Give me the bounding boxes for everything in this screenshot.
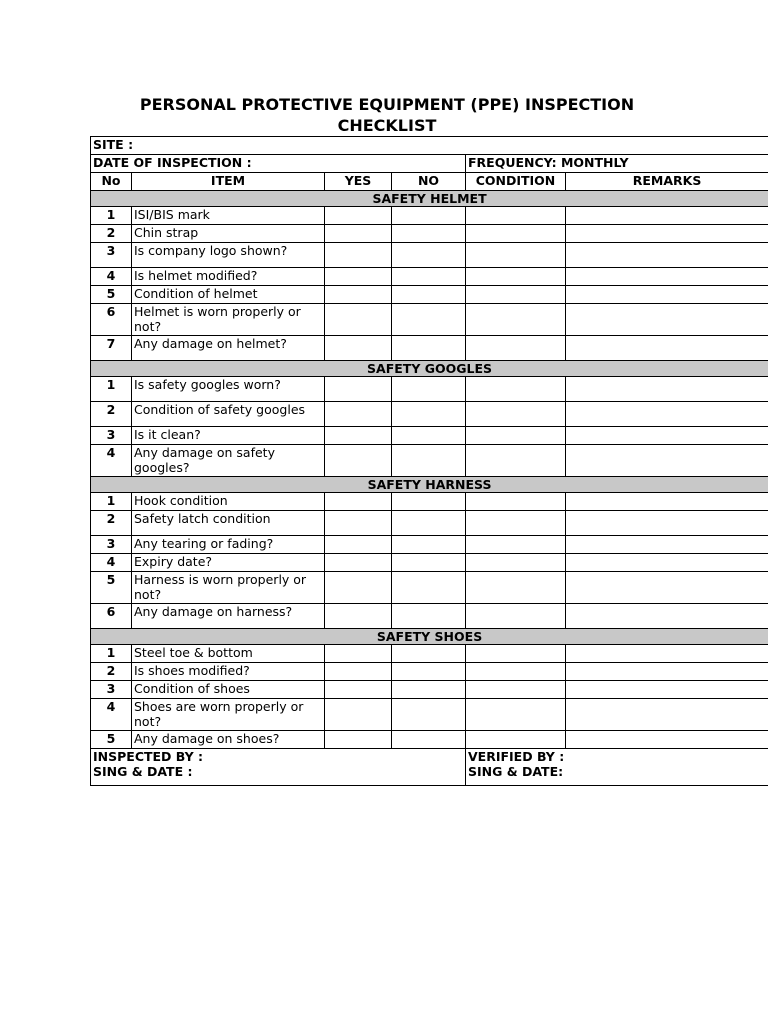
no-cell[interactable]: [392, 699, 466, 731]
item-description: Any damage on helmet?: [132, 336, 325, 361]
column-header-condition: CONDITION: [466, 173, 566, 191]
column-header-no-answer: NO: [392, 173, 466, 191]
checklist-row: [91, 699, 768, 731]
condition-cell[interactable]: [466, 681, 566, 699]
item-number: 5: [91, 731, 132, 749]
condition-cell[interactable]: [466, 536, 566, 554]
condition-cell[interactable]: [466, 572, 566, 604]
item-number: 2: [91, 511, 132, 536]
no-cell[interactable]: [392, 336, 466, 361]
no-cell[interactable]: [392, 427, 466, 445]
item-number: 1: [91, 377, 132, 402]
item-description: Harness is worn properly or not?: [132, 572, 325, 604]
yes-cell[interactable]: [325, 207, 392, 225]
yes-cell[interactable]: [325, 731, 392, 749]
remarks-cell[interactable]: [566, 402, 768, 427]
no-cell[interactable]: [392, 536, 466, 554]
yes-cell[interactable]: [325, 243, 392, 268]
item-number: 2: [91, 663, 132, 681]
item-number: 3: [91, 243, 132, 268]
column-header-row: [91, 173, 768, 191]
remarks-cell[interactable]: [566, 336, 768, 361]
item-number: 7: [91, 336, 132, 361]
item-number: 5: [91, 286, 132, 304]
yes-cell[interactable]: [325, 699, 392, 731]
checklist-row: [91, 225, 768, 243]
yes-cell[interactable]: [325, 572, 392, 604]
item-description: Shoes are worn properly or not?: [132, 699, 325, 731]
remarks-cell[interactable]: [566, 243, 768, 268]
no-cell[interactable]: [392, 225, 466, 243]
condition-cell[interactable]: [466, 663, 566, 681]
section-title: SAFETY GOOGLES: [91, 361, 768, 377]
no-cell[interactable]: [392, 731, 466, 749]
yes-cell[interactable]: [325, 225, 392, 243]
condition-cell[interactable]: [466, 493, 566, 511]
yes-cell[interactable]: [325, 645, 392, 663]
checklist-row: [91, 511, 768, 536]
item-description: Condition of shoes: [132, 681, 325, 699]
remarks-cell[interactable]: [566, 268, 768, 286]
signature-row: [91, 749, 768, 786]
column-header-item: ITEM: [132, 173, 325, 191]
condition-cell[interactable]: [466, 225, 566, 243]
item-number: 1: [91, 207, 132, 225]
condition-cell[interactable]: [466, 402, 566, 427]
item-description: Is helmet modified?: [132, 268, 325, 286]
remarks-cell[interactable]: [566, 536, 768, 554]
condition-cell[interactable]: [466, 645, 566, 663]
item-description: Is it clean?: [132, 427, 325, 445]
remarks-cell[interactable]: [566, 511, 768, 536]
item-description: Safety latch condition: [132, 511, 325, 536]
verified-by-label: VERIFIED BY :: [468, 749, 565, 764]
checklist-row: [91, 336, 768, 361]
item-description: Chin strap: [132, 225, 325, 243]
frequency-field: FREQUENCY: MONTHLY: [466, 155, 768, 173]
no-cell[interactable]: [392, 243, 466, 268]
remarks-cell[interactable]: [566, 207, 768, 225]
sign-date-right-label: SING & DATE:: [468, 764, 564, 779]
item-description: Helmet is worn properly or not?: [132, 304, 325, 336]
item-number: 2: [91, 225, 132, 243]
column-header-remarks: REMARKS: [566, 173, 768, 191]
yes-cell[interactable]: [325, 427, 392, 445]
checklist-row: [91, 243, 768, 268]
yes-cell[interactable]: [325, 445, 392, 477]
no-cell[interactable]: [392, 511, 466, 536]
item-number: 2: [91, 402, 132, 427]
section-title: SAFETY HELMET: [91, 191, 768, 207]
checklist-row: [91, 604, 768, 629]
yes-cell[interactable]: [325, 268, 392, 286]
item-number: 4: [91, 554, 132, 572]
yes-cell[interactable]: [325, 286, 392, 304]
remarks-cell[interactable]: [566, 572, 768, 604]
item-description: Condition of helmet: [132, 286, 325, 304]
item-description: Is shoes modified?: [132, 663, 325, 681]
item-description: Any damage on harness?: [132, 604, 325, 629]
item-number: 3: [91, 536, 132, 554]
checklist-row: [91, 427, 768, 445]
date-of-inspection-field[interactable]: DATE OF INSPECTION :: [91, 155, 466, 173]
item-description: Any damage on shoes?: [132, 731, 325, 749]
condition-cell[interactable]: [466, 304, 566, 336]
condition-cell[interactable]: [466, 699, 566, 731]
item-description: Condition of safety googles: [132, 402, 325, 427]
condition-cell[interactable]: [466, 207, 566, 225]
item-number: 4: [91, 268, 132, 286]
yes-cell[interactable]: [325, 402, 392, 427]
no-cell[interactable]: [392, 681, 466, 699]
remarks-cell[interactable]: [566, 493, 768, 511]
no-cell[interactable]: [392, 207, 466, 225]
item-description: Expiry date?: [132, 554, 325, 572]
no-cell[interactable]: [392, 268, 466, 286]
yes-cell[interactable]: [325, 377, 392, 402]
no-cell[interactable]: [392, 493, 466, 511]
remarks-cell[interactable]: [566, 645, 768, 663]
item-number: 6: [91, 604, 132, 629]
item-number: 3: [91, 681, 132, 699]
no-cell[interactable]: [392, 286, 466, 304]
condition-cell[interactable]: [466, 604, 566, 629]
remarks-cell[interactable]: [566, 731, 768, 749]
section-header: [91, 191, 768, 207]
checklist-table: [90, 136, 768, 786]
condition-cell[interactable]: [466, 336, 566, 361]
item-description: Hook condition: [132, 493, 325, 511]
condition-cell[interactable]: [466, 427, 566, 445]
checklist-row: [91, 304, 768, 336]
remarks-cell[interactable]: [566, 225, 768, 243]
checklist-row: [91, 572, 768, 604]
checklist-row: [91, 645, 768, 663]
checklist-row: [91, 493, 768, 511]
no-cell[interactable]: [392, 645, 466, 663]
no-cell[interactable]: [392, 604, 466, 629]
condition-cell[interactable]: [466, 445, 566, 477]
item-number: 6: [91, 304, 132, 336]
remarks-cell[interactable]: [566, 604, 768, 629]
condition-cell[interactable]: [466, 731, 566, 749]
checklist-row: [91, 268, 768, 286]
condition-cell[interactable]: [466, 268, 566, 286]
inspected-by-block[interactable]: [91, 749, 466, 786]
item-number: 1: [91, 493, 132, 511]
remarks-cell[interactable]: [566, 377, 768, 402]
item-number: 4: [91, 445, 132, 477]
section-header: [91, 629, 768, 645]
condition-cell[interactable]: [466, 286, 566, 304]
yes-cell[interactable]: [325, 336, 392, 361]
remarks-cell[interactable]: [566, 554, 768, 572]
section-title: SAFETY HARNESS: [91, 477, 768, 493]
section-header: [91, 361, 768, 377]
section-header: [91, 477, 768, 493]
item-description: Steel toe & bottom: [132, 645, 325, 663]
yes-cell[interactable]: [325, 304, 392, 336]
condition-cell[interactable]: [466, 511, 566, 536]
remarks-cell[interactable]: [566, 663, 768, 681]
no-cell[interactable]: [392, 445, 466, 477]
condition-cell[interactable]: [466, 243, 566, 268]
checklist-row: [91, 286, 768, 304]
site-field[interactable]: SITE :: [91, 137, 768, 155]
checklist-row: [91, 731, 768, 749]
column-header-no: No: [91, 173, 132, 191]
date-frequency-row: [91, 155, 768, 173]
yes-cell[interactable]: [325, 536, 392, 554]
condition-cell[interactable]: [466, 377, 566, 402]
document-title: PERSONAL PROTECTIVE EQUIPMENT (PPE) INSPECTION CHECKLIST: [139, 95, 635, 135]
checklist-row: [91, 663, 768, 681]
yes-cell[interactable]: [325, 493, 392, 511]
verified-by-block[interactable]: [466, 749, 768, 786]
yes-cell[interactable]: [325, 681, 392, 699]
checklist-row: [91, 536, 768, 554]
item-number: 3: [91, 427, 132, 445]
item-description: ISI/BIS mark: [132, 207, 325, 225]
inspected-by-label: INSPECTED BY :: [93, 749, 204, 764]
yes-cell[interactable]: [325, 604, 392, 629]
no-cell[interactable]: [392, 572, 466, 604]
remarks-cell[interactable]: [566, 699, 768, 731]
remarks-cell[interactable]: [566, 286, 768, 304]
yes-cell[interactable]: [325, 511, 392, 536]
item-description: Is company logo shown?: [132, 243, 325, 268]
checklist-row: [91, 554, 768, 572]
no-cell[interactable]: [392, 663, 466, 681]
item-description: Is safety googles worn?: [132, 377, 325, 402]
section-title: SAFETY SHOES: [91, 629, 768, 645]
remarks-cell[interactable]: [566, 445, 768, 477]
remarks-cell[interactable]: [566, 681, 768, 699]
remarks-cell[interactable]: [566, 304, 768, 336]
remarks-cell[interactable]: [566, 427, 768, 445]
checklist-row: [91, 445, 768, 477]
item-number: 5: [91, 572, 132, 604]
checklist-row: [91, 207, 768, 225]
yes-cell[interactable]: [325, 554, 392, 572]
no-cell[interactable]: [392, 554, 466, 572]
column-header-yes: YES: [325, 173, 392, 191]
item-number: 1: [91, 645, 132, 663]
item-description: Any tearing or fading?: [132, 536, 325, 554]
no-cell[interactable]: [392, 402, 466, 427]
yes-cell[interactable]: [325, 663, 392, 681]
no-cell[interactable]: [392, 377, 466, 402]
item-number: 4: [91, 699, 132, 731]
site-row: [91, 137, 768, 155]
no-cell[interactable]: [392, 304, 466, 336]
checklist-row: [91, 402, 768, 427]
checklist-row: [91, 681, 768, 699]
sign-date-left-label: SING & DATE :: [93, 764, 193, 779]
condition-cell[interactable]: [466, 554, 566, 572]
checklist-row: [91, 377, 768, 402]
item-description: Any damage on safety googles?: [132, 445, 325, 477]
